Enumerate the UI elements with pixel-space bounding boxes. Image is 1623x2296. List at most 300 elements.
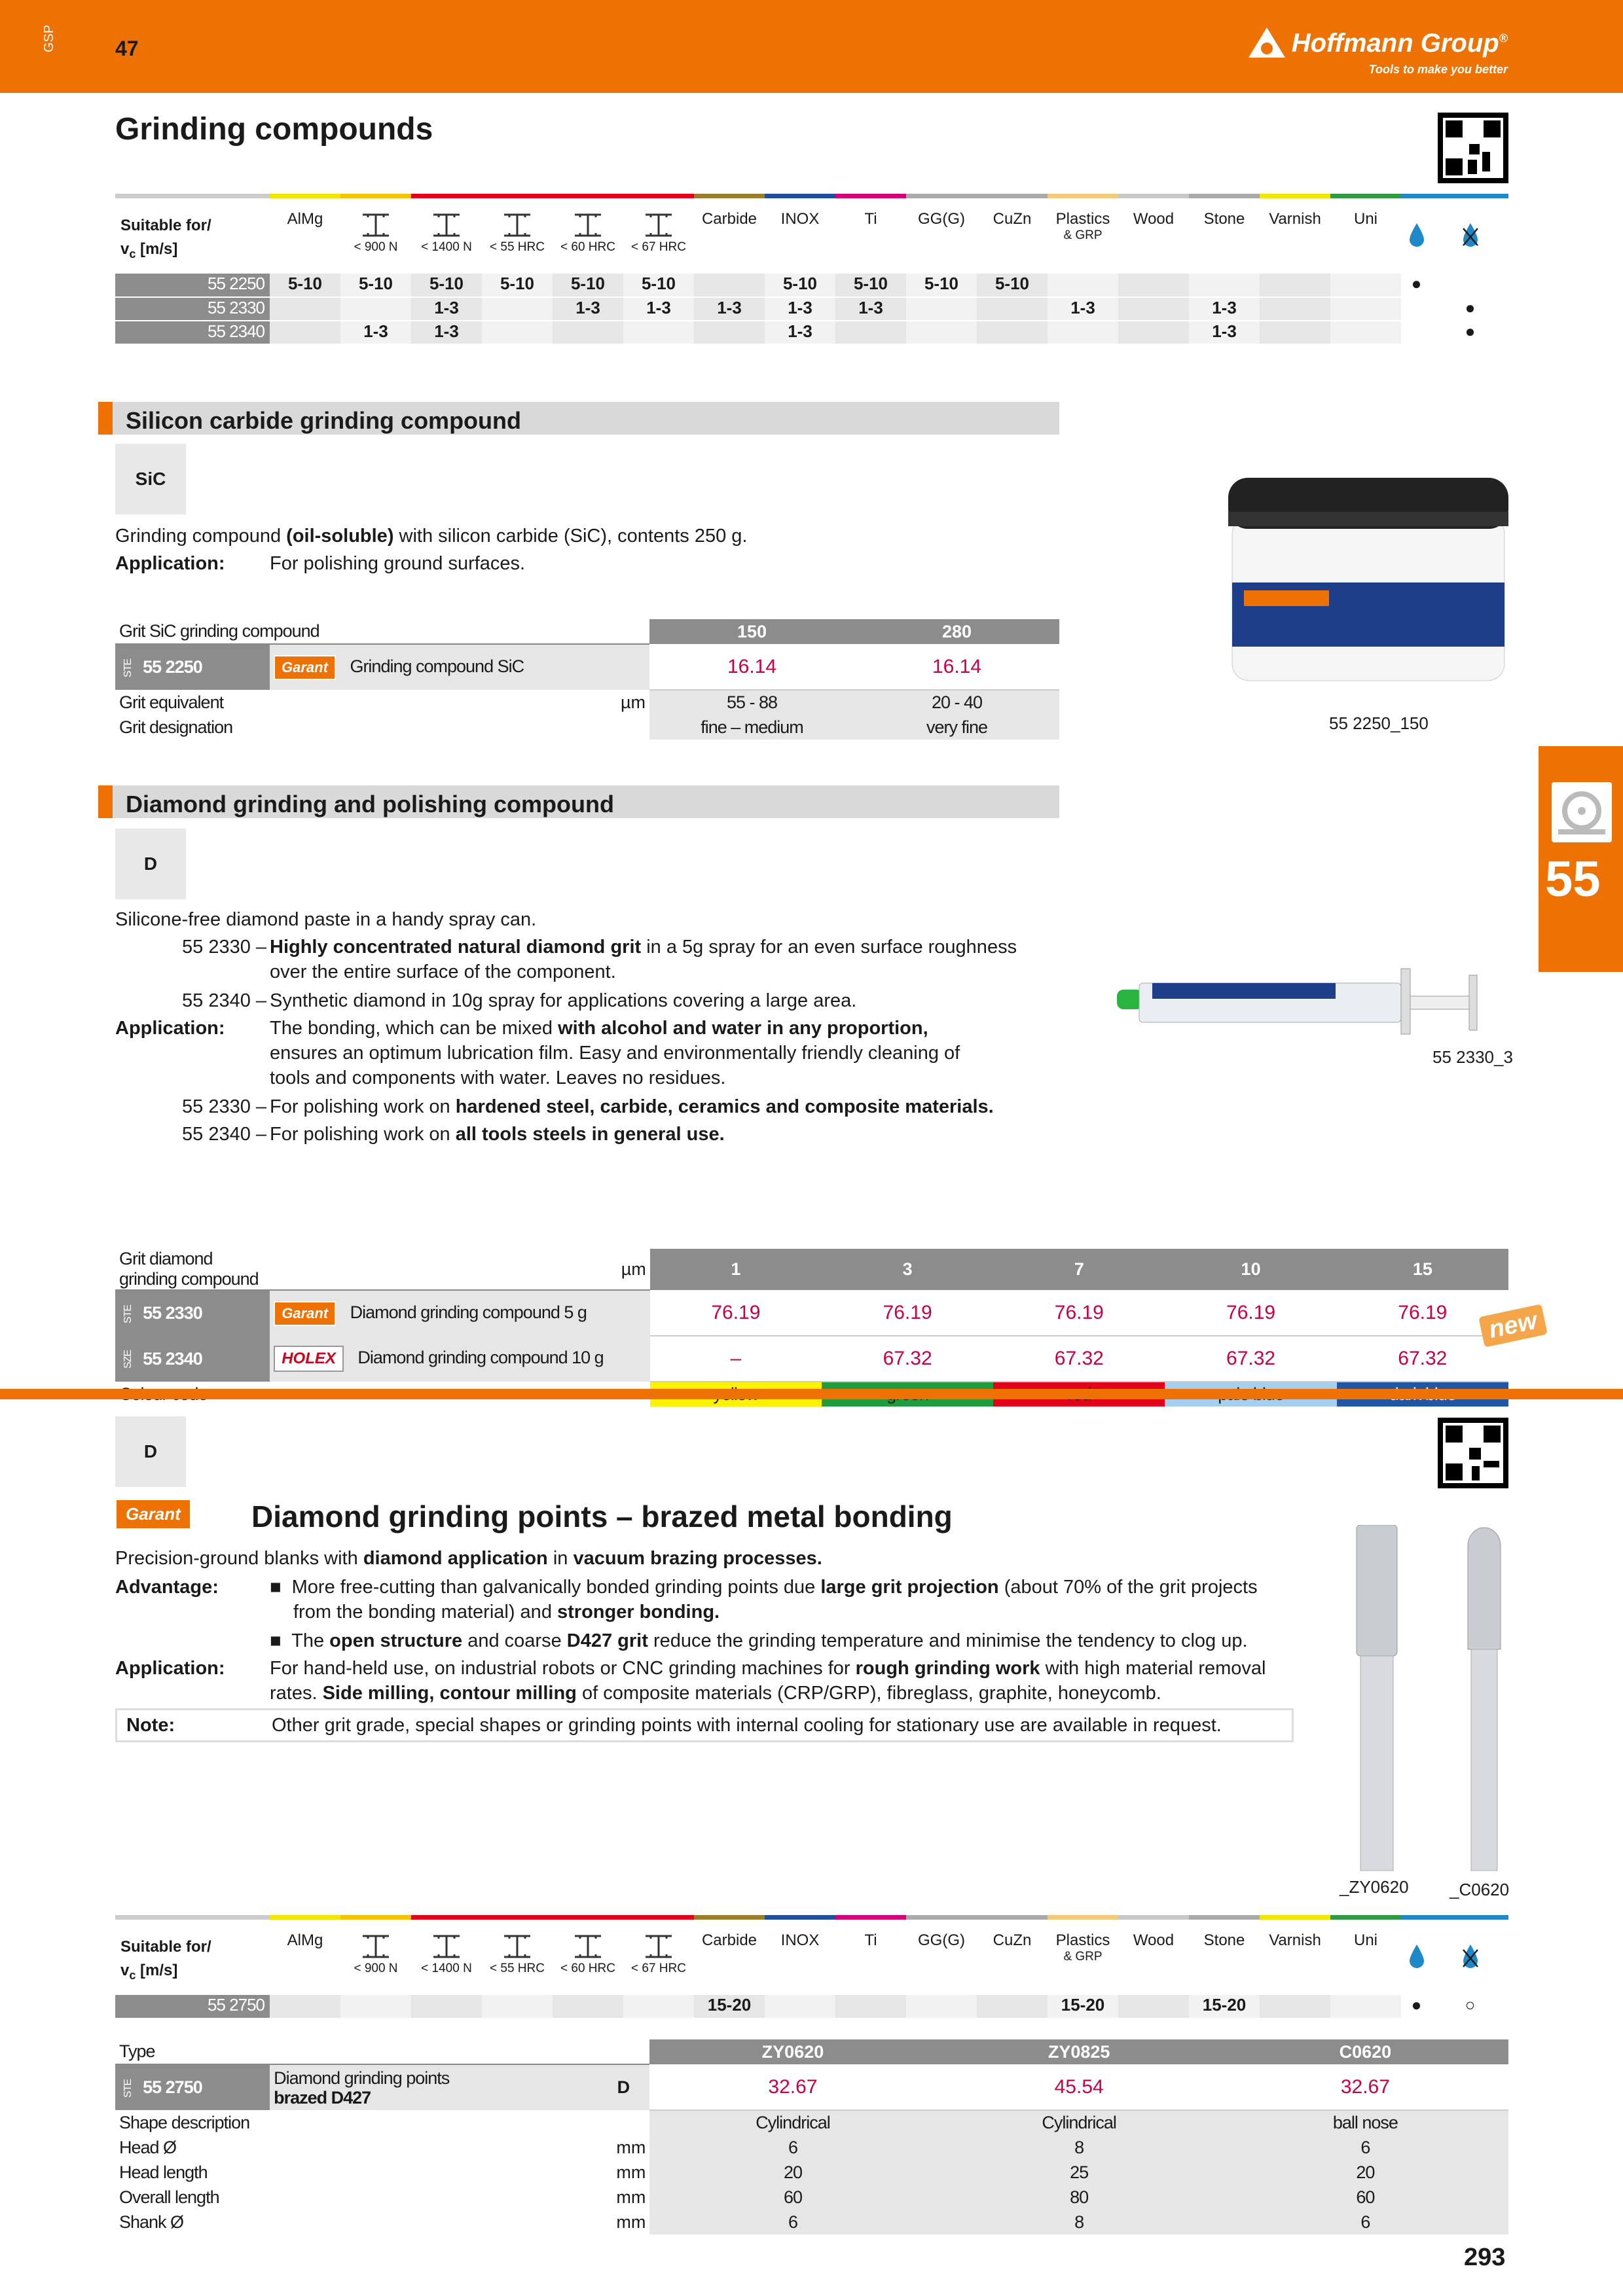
page-title: Grinding compounds: [115, 112, 433, 147]
image-caption-1: _ZY0620: [1340, 1877, 1409, 1897]
cell: 5-10: [623, 274, 694, 297]
section-bar-sic: Silicon carbide grinding compound: [98, 402, 1059, 435]
material-col-10: [977, 196, 1048, 274]
material-col-13: [1189, 1918, 1260, 1995]
article-number: 55 2750: [115, 1995, 270, 2018]
dry-col: [1432, 1918, 1508, 1995]
product-name: Grinding compound SiC: [350, 656, 524, 676]
diamond-art-4: 55 2340 –: [182, 1124, 267, 1145]
points-title: Diamond grinding points – brazed metal bonding: [251, 1499, 953, 1534]
article-number: STE 55 2750: [115, 2064, 270, 2110]
dry-mark: ○: [1432, 1995, 1508, 2018]
cell: ball nose: [1222, 2110, 1508, 2135]
compat-table-1: [115, 194, 1508, 345]
cell: [482, 1995, 553, 2018]
garant-logo: Garant: [274, 1301, 336, 1326]
cell: [694, 274, 765, 297]
material-col-0: [270, 1918, 340, 1995]
material-col-3: [482, 196, 553, 274]
price: 76.19: [1165, 1290, 1336, 1336]
material-name: Carbide: [701, 1931, 757, 1949]
material-col-15: [1330, 196, 1401, 274]
cell: 5-10: [411, 274, 482, 297]
diamond-line-2: Highly concentrated natural diamond grit in a 5g spray for an even surface roughness: [270, 937, 1017, 958]
garant-logo: Garant: [274, 655, 336, 680]
material-sub: < 60 HRC: [560, 240, 615, 254]
diamond-app-2: For polishing work on hardened steel, carbide, ceramics and composite materials.: [270, 1096, 994, 1117]
diamond-app-1: The bonding, which can be mixed with alcohol and water in any proportion,: [270, 1018, 928, 1039]
cell: 1-3: [411, 321, 482, 344]
cell: 8: [936, 2210, 1222, 2234]
cell: [1260, 321, 1330, 344]
wet-mark: [1401, 297, 1432, 321]
diamond-app-label: Application:: [115, 1018, 225, 1039]
grit-code-diamond: D: [115, 829, 186, 899]
material-sub: & GRP: [1063, 1950, 1103, 1964]
dry-mark: [1432, 274, 1508, 297]
material-sub: < 900 N: [354, 240, 398, 254]
grit: D: [597, 2064, 649, 2110]
col-header: 280: [854, 619, 1059, 644]
material-col-4: [553, 196, 623, 274]
row-label: Grit equivalent: [115, 690, 270, 715]
material-col-9: [906, 196, 977, 274]
material-name: Stone: [1203, 210, 1245, 228]
cell: 60: [649, 2185, 936, 2210]
cell: 6: [649, 2135, 936, 2160]
page-number-top: 47: [115, 37, 139, 60]
material-name: Stone: [1203, 1931, 1245, 1949]
material-sub: & GRP: [1063, 228, 1103, 242]
cell: [977, 297, 1048, 321]
adv-1b: from the bonding material) and stronger bonding.: [293, 1602, 720, 1623]
cell: 5-10: [977, 274, 1048, 297]
wet-mark: ●: [1401, 1995, 1432, 2018]
cell: [1330, 297, 1401, 321]
garant-logo: Garant: [115, 1499, 191, 1530]
cell: 5-10: [270, 274, 340, 297]
cell: [482, 297, 553, 321]
cell: 80: [936, 2185, 1222, 2210]
price: 45.54: [936, 2064, 1222, 2110]
cell: [482, 321, 553, 344]
price: 67.32: [822, 1336, 993, 1382]
cell: [1260, 274, 1330, 297]
col-header: 1: [650, 1249, 822, 1290]
diamond-app-3: For polishing work on all tools steels in general use.: [270, 1124, 725, 1145]
cell: 1-3: [1048, 297, 1118, 321]
points-intro: Precision-ground blanks with diamond application in vacuum brazing processes.: [115, 1548, 822, 1569]
cell: [270, 1995, 340, 2018]
cell: [977, 321, 1048, 344]
diamond-image-caption: 55 2330_3: [1432, 1047, 1513, 1067]
row-unit: [270, 2110, 649, 2135]
cell: [835, 1995, 906, 2018]
holex-logo: HOLEX: [274, 1346, 344, 1372]
spec-row: [115, 2110, 1508, 2135]
article-number: STE 55 2250: [115, 644, 270, 690]
diamond-art-1: 55 2330 –: [182, 937, 267, 958]
qr-code-icon: [1438, 1418, 1508, 1488]
cell: [1048, 321, 1118, 344]
cell: 1-3: [694, 297, 765, 321]
material-col-3: [482, 1918, 553, 1995]
material-col-11: [1048, 1918, 1118, 1995]
cell: [411, 1995, 482, 2018]
col-header: 150: [649, 619, 854, 644]
material-sub: < 55 HRC: [490, 240, 545, 254]
sic-image-caption: 55 2250_150: [1329, 713, 1429, 733]
type-label: Type: [115, 2039, 649, 2064]
dry-mark: ●: [1432, 297, 1508, 321]
sic-price-table: [115, 619, 1059, 740]
cell: Cylindrical: [649, 2110, 936, 2135]
material-name: GG(G): [918, 1931, 965, 1949]
price: 76.19: [1337, 1290, 1508, 1336]
product-name: Diamond grinding compound 5 g: [350, 1302, 587, 1322]
price: –: [650, 1336, 822, 1382]
note-text: Other grit grade, special shapes or grinding points with internal cooling for stationary use are available in request.: [272, 1715, 1222, 1736]
price: 67.32: [1165, 1336, 1336, 1382]
product-cell: [270, 644, 649, 690]
wet-drop-icon: [1408, 1943, 1425, 1968]
material-sub: < 900 N: [354, 1962, 398, 1975]
i-beam-icon: [572, 213, 604, 238]
material-name: Ti: [864, 1931, 877, 1949]
material-col-8: [835, 196, 906, 274]
cell: [906, 1995, 977, 2018]
material-name: Varnish: [1269, 1931, 1321, 1949]
row-unit: mm: [270, 2135, 649, 2160]
row-label: Shank Ø: [115, 2210, 270, 2234]
new-badge: new: [1478, 1304, 1548, 1347]
material-col-15: [1330, 1918, 1401, 1995]
cell: [1330, 321, 1401, 344]
cell: 20: [1222, 2160, 1508, 2185]
cell: fine – medium: [649, 715, 854, 740]
price: 16.14: [854, 644, 1059, 690]
spec-row: [115, 2210, 1508, 2234]
material-col-12: [1118, 1918, 1189, 1995]
product-cell: [270, 1336, 650, 1382]
cell: 60: [1222, 2185, 1508, 2210]
dry-drop-icon: [1462, 222, 1479, 247]
price: 32.67: [1222, 2064, 1508, 2110]
grinding-wheel-icon: [1552, 782, 1612, 842]
adv-label: Advantage:: [115, 1577, 219, 1598]
material-name: Wood: [1133, 1931, 1175, 1949]
i-beam-icon: [431, 1934, 462, 1959]
cell: 1-3: [340, 321, 411, 344]
col-header: ZY0620: [649, 2039, 936, 2064]
cell: 8: [936, 2135, 1222, 2160]
compat-row: [115, 297, 1508, 321]
material-col-2: [411, 196, 482, 274]
cell: [1189, 274, 1260, 297]
article-number: 55 2250: [115, 274, 270, 297]
cell: 5-10: [835, 274, 906, 297]
i-beam-icon: [501, 1934, 533, 1959]
material-col-6: [694, 196, 765, 274]
row-unit: mm: [270, 2160, 649, 2185]
page-number-bottom: 293: [1464, 2244, 1506, 2271]
material-col-10: [977, 1918, 1048, 1995]
grit-code-points: D: [115, 1416, 186, 1487]
cell: [1118, 274, 1189, 297]
col-header: ZY0825: [936, 2039, 1222, 2064]
material-name: Uni: [1353, 210, 1377, 228]
spec-row: [115, 2185, 1508, 2210]
cell: [906, 321, 977, 344]
sic-jar-image: [1224, 478, 1512, 708]
material-name: Varnish: [1269, 210, 1321, 228]
col-header: C0620: [1222, 2039, 1508, 2064]
material-col-11: [1048, 196, 1118, 274]
cell: [340, 297, 411, 321]
diamond-line-1: Silicone-free diamond paste in a handy spray can.: [115, 909, 537, 930]
cell: [835, 321, 906, 344]
suitable-label: Suitable for/ $v_c$ [m/s]: [115, 1918, 270, 1995]
note-box: [115, 1708, 1294, 1742]
col-header: 10: [1165, 1249, 1336, 1290]
dry-mark: ●: [1432, 321, 1508, 344]
article-number: 55 2330: [115, 297, 270, 321]
material-name: Uni: [1353, 1931, 1377, 1949]
cell: [1118, 1995, 1189, 2018]
cell: 6: [649, 2210, 936, 2234]
article-number: STE 55 2330: [115, 1290, 270, 1336]
spec-row: [115, 2135, 1508, 2160]
sic-app-label: Application:: [115, 553, 225, 574]
price: 76.19: [822, 1290, 993, 1336]
material-col-1: [340, 196, 411, 274]
material-col-0: [270, 196, 340, 274]
cell: 6: [1222, 2210, 1508, 2234]
material-name: Plastics: [1055, 210, 1110, 228]
material-sub: < 67 HRC: [631, 240, 686, 254]
tagline: Tools to make you better: [1368, 63, 1508, 76]
i-beam-icon: [572, 1934, 604, 1959]
cell: 1-3: [553, 297, 623, 321]
price: 32.67: [649, 2064, 936, 2110]
cell: 5-10: [340, 274, 411, 297]
material-name: INOX: [780, 210, 820, 228]
price: 67.32: [1337, 1336, 1508, 1382]
i-beam-icon: [431, 213, 462, 238]
cell: 15-20: [694, 1995, 765, 2018]
cell: [1048, 274, 1118, 297]
material-name: AlMg: [287, 210, 323, 228]
dry-drop-icon: [1462, 1943, 1479, 1968]
row-unit: µm: [270, 690, 649, 715]
col-header: 3: [822, 1249, 993, 1290]
chapter-number: 55: [1545, 852, 1601, 907]
material-col-13: [1189, 196, 1260, 274]
row-unit: mm: [270, 2185, 649, 2210]
row-label: Head length: [115, 2160, 270, 2185]
material-col-2: [411, 1918, 482, 1995]
row-label: Overall length: [115, 2185, 270, 2210]
cell: Cylindrical: [936, 2110, 1222, 2135]
material-col-4: [553, 1918, 623, 1995]
compat-table-2: [115, 1915, 1508, 2019]
side-label: GSP: [42, 24, 56, 52]
cell: 25: [936, 2160, 1222, 2185]
cell: 15-20: [1048, 1995, 1118, 2018]
cell: 1-3: [765, 297, 835, 321]
cell: [1118, 321, 1189, 344]
logo-text: Hoffmann Group®: [1291, 29, 1508, 58]
adv-1: ■ More free-cutting than galvanically bonded grinding points due large grit projection (about 70% of the grit projects: [270, 1577, 1258, 1598]
diamond-table-header: Grit diamond grinding compound: [115, 1249, 270, 1290]
wet-drop-icon: [1408, 222, 1425, 247]
diamond-art-2: 55 2340 –: [182, 990, 267, 1011]
cell: [623, 1995, 694, 2018]
note-label: Note:: [126, 1715, 175, 1736]
material-name: AlMg: [287, 1931, 323, 1949]
product-name: Diamond grinding compound 10 g: [357, 1348, 604, 1367]
cell: 15-20: [1189, 1995, 1260, 2018]
compat-row: [115, 1995, 1508, 2018]
suitable-label: Suitable for/ $v_c$ [m/s]: [115, 196, 270, 274]
cell: [1260, 297, 1330, 321]
col-header: 7: [993, 1249, 1165, 1290]
cell: 1-3: [1189, 297, 1260, 321]
cell: [694, 321, 765, 344]
points-price-table: [115, 2039, 1508, 2234]
article-number: SZE 55 2340: [115, 1336, 270, 1382]
material-col-8: [835, 1918, 906, 1995]
section-bar-diamond: Diamond grinding and polishing compound: [98, 785, 1059, 818]
cell: 1-3: [411, 297, 482, 321]
wet-mark: [1401, 321, 1432, 344]
cell: [340, 1995, 411, 2018]
price: 16.14: [649, 644, 854, 690]
i-beam-icon: [360, 1934, 392, 1959]
diamond-app-1c: tools and components with water. Leaves no residues.: [270, 1067, 726, 1088]
wet-col: [1401, 196, 1432, 274]
cell: [977, 1995, 1048, 2018]
dry-col: [1432, 196, 1508, 274]
material-name: Plastics: [1055, 1931, 1110, 1949]
cell: [1330, 274, 1401, 297]
material-col-9: [906, 1918, 977, 1995]
material-col-12: [1118, 196, 1189, 274]
image-caption-2: _C0620: [1450, 1880, 1510, 1899]
sic-description: Grinding compound (oil-soluble) with silicon carbide (SiC), contents 250 g.: [115, 526, 748, 547]
cell: [1118, 297, 1189, 321]
material-name: Carbide: [701, 210, 757, 228]
cell: [623, 321, 694, 344]
diamond-line-2b: over the entire surface of the component.: [270, 961, 616, 982]
cell: 5-10: [553, 274, 623, 297]
i-beam-icon: [643, 1934, 674, 1959]
material-col-7: [765, 1918, 835, 1995]
cell: 1-3: [1189, 321, 1260, 344]
material-col-7: [765, 196, 835, 274]
qr-code-icon: [1438, 113, 1508, 183]
cell: [553, 1995, 623, 2018]
grinding-point-cylindrical-image: [1349, 1525, 1408, 1872]
compat-row: [115, 274, 1508, 297]
material-sub: < 60 HRC: [560, 1962, 615, 1975]
material-col-1: [340, 1918, 411, 1995]
col-header: 15: [1337, 1249, 1508, 1290]
spec-row: [115, 2160, 1508, 2185]
material-col-14: [1260, 1918, 1330, 1995]
material-name: Ti: [864, 210, 877, 228]
grinding-point-ballnose-image: [1461, 1525, 1507, 1872]
price: 76.19: [650, 1290, 822, 1336]
material-sub: < 67 HRC: [631, 1962, 686, 1975]
points-app-label: Application:: [115, 1658, 225, 1679]
product-cell: [270, 1290, 650, 1336]
i-beam-icon: [643, 213, 674, 238]
sic-table-header: Grit SiC grinding compound: [115, 619, 649, 644]
material-name: CuZn: [993, 210, 1032, 228]
cell: very fine: [854, 715, 1059, 740]
grit-code-sic: SiC: [115, 444, 186, 514]
cell: 1-3: [765, 321, 835, 344]
material-name: GG(G): [918, 210, 965, 228]
cell: 1-3: [835, 297, 906, 321]
unit: µm: [270, 1249, 650, 1290]
cell: [553, 321, 623, 344]
cell: 1-3: [623, 297, 694, 321]
cell: [906, 297, 977, 321]
row-label: Head Ø: [115, 2135, 270, 2160]
material-name: INOX: [780, 1931, 820, 1949]
cell: 6: [1222, 2135, 1508, 2160]
product-name: Diamond grinding points brazed D427: [270, 2064, 597, 2110]
material-name: CuZn: [993, 1931, 1032, 1949]
material-sub: < 55 HRC: [490, 1962, 545, 1975]
compat-row: [115, 321, 1508, 344]
wet-col: [1401, 1918, 1432, 1995]
cell: [1260, 1995, 1330, 2018]
material-col-5: [623, 196, 694, 274]
cell: 5-10: [906, 274, 977, 297]
cell: [270, 321, 340, 344]
points-app-2: rates. Side milling, contour milling of composite materials (CRP/GRP), fibreglass, graphite, honeycomb.: [270, 1683, 1161, 1704]
material-name: Wood: [1133, 210, 1175, 228]
i-beam-icon: [360, 213, 392, 238]
article-number: 55 2340: [115, 321, 270, 344]
price: 76.19: [993, 1290, 1165, 1336]
cell: 20: [649, 2160, 936, 2185]
material-col-6: [694, 1918, 765, 1995]
cell: [270, 297, 340, 321]
syringe-image: [1080, 949, 1499, 1054]
material-col-5: [623, 1918, 694, 1995]
material-sub: < 1400 N: [421, 1962, 472, 1975]
row-label: Grit designation: [115, 715, 270, 740]
cell: [765, 1995, 835, 2018]
adv-2: ■ The open structure and coarse D427 grit reduce the grinding temperature and minimise the tendency to clog up.: [270, 1630, 1248, 1651]
i-beam-icon: [501, 213, 533, 238]
row-label: Shape description: [115, 2110, 270, 2135]
cell: 20 - 40: [854, 690, 1059, 715]
cell: [1330, 1995, 1401, 2018]
cell: 5-10: [482, 274, 553, 297]
diamond-line-3: Synthetic diamond in 10g spray for applications covering a large area.: [270, 990, 857, 1011]
hoffmann-logo-icon: [1247, 26, 1286, 59]
sic-app-text: For polishing ground surfaces.: [270, 553, 526, 574]
diamond-price-table: [115, 1249, 1508, 1407]
points-app-1: For hand-held use, on industrial robots or CNC grinding machines for rough grinding work with high material removal: [270, 1658, 1266, 1679]
row-unit: mm: [270, 2210, 649, 2234]
price: 67.32: [993, 1336, 1165, 1382]
